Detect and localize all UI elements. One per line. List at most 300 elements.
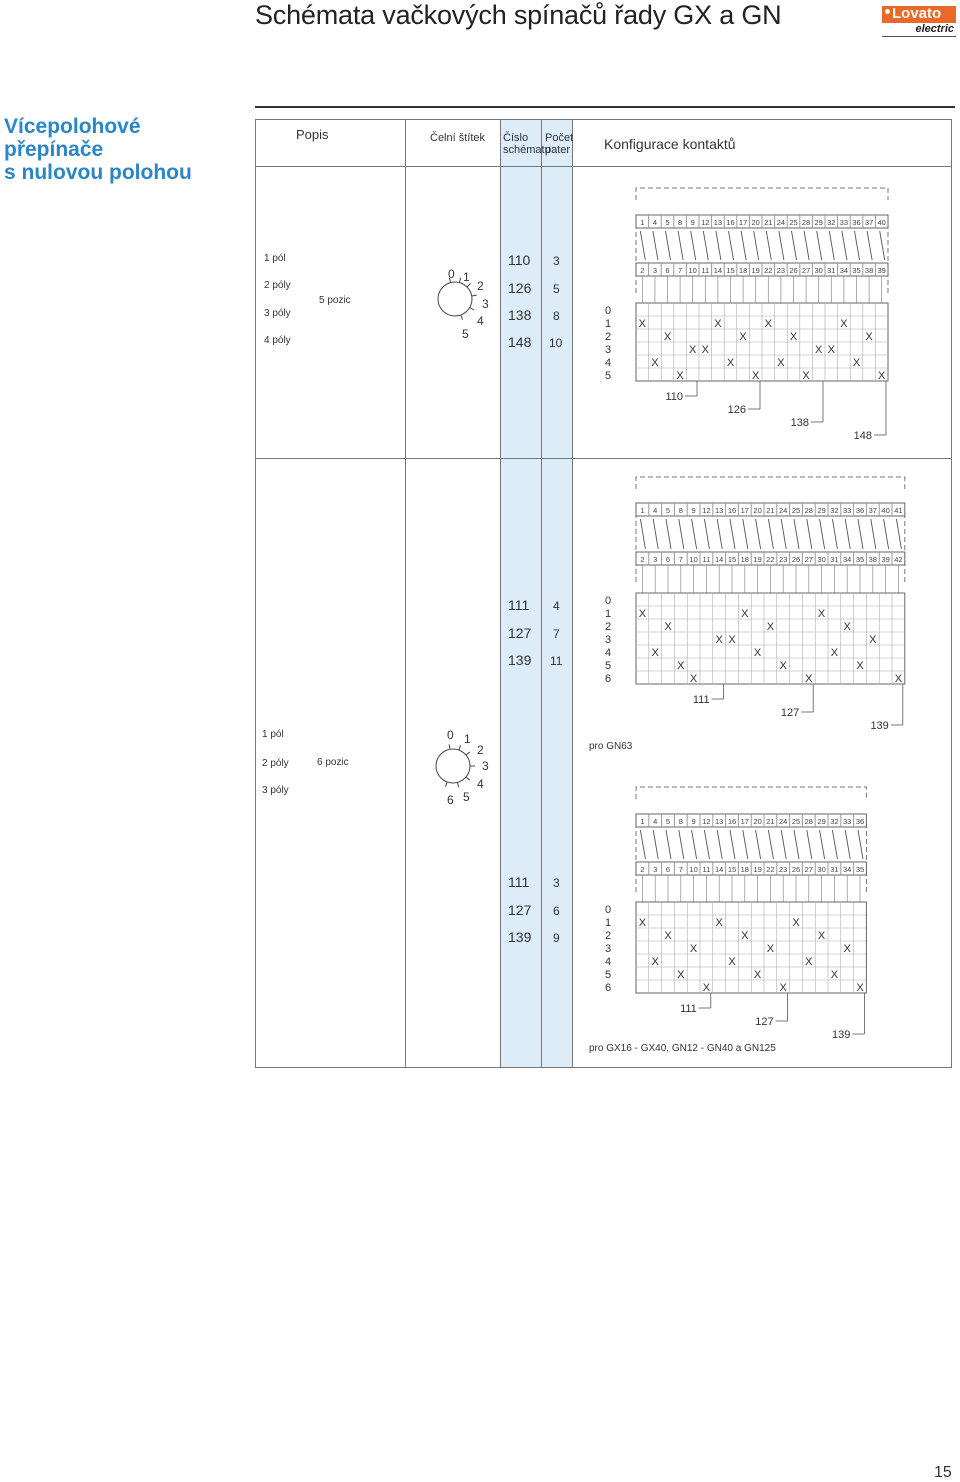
top-terminal-label: 9: [690, 218, 695, 227]
block2b-note: pro GX16 - GX40, GN12 - GN40 a GN125: [589, 1043, 776, 1054]
contact-blade: [766, 231, 771, 260]
contact-closed-mark: X: [830, 647, 839, 659]
top-terminal-label: 24: [779, 817, 788, 826]
contact-closed-mark: X: [843, 621, 851, 633]
dial-position-label: 2: [477, 279, 484, 293]
bottom-terminal-label: 19: [751, 266, 760, 275]
bottom-terminal-label: 14: [713, 266, 723, 275]
bottom-terminal-label: 27: [804, 555, 813, 564]
contact-blade: [832, 830, 837, 859]
contact-blade: [703, 231, 708, 260]
contact-closed-mark: X: [840, 318, 848, 330]
block1-pole-1: 1 pól: [264, 253, 286, 264]
top-terminal-label: 4: [653, 817, 658, 826]
block2a-pater-3: 11: [550, 654, 563, 668]
block1-pater-1: 3: [553, 254, 560, 268]
block2-pole-2: 2 póly: [262, 758, 289, 769]
contact-closed-mark: X: [777, 357, 785, 369]
contact-closed-mark: X: [702, 982, 711, 994]
bottom-terminal-label: 10: [689, 555, 698, 564]
contact-closed-mark: X: [817, 608, 826, 620]
page-title: Schémata vačkových spínačů řady GX a GN: [255, 0, 782, 30]
contact-blade: [691, 231, 696, 260]
top-terminal-label: 16: [727, 817, 737, 826]
col-header-popis: Popis: [296, 127, 329, 142]
block2b-pater-3: 9: [553, 931, 560, 945]
contact-closed-mark: X: [714, 318, 722, 330]
bottom-terminal-label: 35: [855, 555, 865, 564]
bottom-terminal-label: 7: [678, 865, 683, 874]
top-terminal-label: 20: [751, 218, 760, 227]
bottom-terminal-label: 6: [665, 266, 670, 275]
scheme-bracket-label: 148: [853, 430, 872, 442]
top-terminal-label: 21: [764, 218, 773, 227]
bottom-terminal-label: 31: [827, 266, 836, 275]
bottom-terminal-label: 39: [877, 266, 886, 275]
top-terminal-label: 17: [740, 817, 749, 826]
bottom-terminal-label: 42: [894, 555, 903, 564]
contact-closed-mark: X: [802, 370, 810, 382]
contact-closed-mark: X: [852, 357, 861, 369]
top-terminal-label: 13: [715, 506, 724, 515]
contact-blade: [640, 519, 645, 549]
top-terminal-label: 9: [691, 817, 696, 826]
section-title-line-1: Vícepolohové: [4, 115, 141, 138]
position-row-label: 5: [605, 660, 612, 672]
col-header-cislo-2: schématu: [503, 144, 551, 156]
bottom-terminal-label: 39: [881, 555, 890, 564]
top-terminal-label: 16: [726, 218, 735, 227]
contact-closed-mark: X: [663, 331, 672, 343]
contact-closed-mark: X: [792, 917, 800, 929]
contact-blade: [871, 519, 876, 549]
bottom-terminal-label: 34: [843, 555, 852, 564]
bottom-terminal-label: 23: [776, 266, 786, 275]
section-title-line-3: s nulovou polohou: [4, 161, 192, 184]
bottom-terminal-label: 30: [814, 266, 823, 275]
bottom-terminal-label: 6: [665, 555, 671, 564]
contact-blade: [653, 519, 658, 549]
position-row-label: 1: [605, 318, 612, 330]
bottom-terminal-label: 23: [779, 865, 788, 874]
contact-blade: [832, 519, 837, 549]
top-terminal-label: 20: [753, 817, 762, 826]
contact-blade: [884, 519, 889, 549]
block2-pole-1: 1 pól: [262, 729, 284, 740]
position-row-label: 2: [605, 621, 612, 633]
dial-position-label: 0: [447, 728, 454, 742]
contact-closed-mark: X: [701, 344, 709, 356]
contact-blade: [880, 231, 885, 260]
bottom-terminal-label: 7: [678, 555, 683, 564]
dial-position-label: 4: [477, 777, 484, 791]
frame-dashed: [636, 188, 888, 200]
bottom-terminal-label: 10: [688, 266, 697, 275]
contact-closed-mark: X: [766, 621, 775, 633]
bottom-terminal-label: 35: [855, 865, 865, 874]
contact-closed-mark: X: [830, 969, 839, 981]
bottom-terminal-label: 15: [727, 555, 737, 564]
block2b-pater-1: 3: [553, 876, 560, 890]
top-terminal-label: 28: [804, 817, 813, 826]
block2a-scheme-3: 139: [508, 652, 532, 668]
dial-position-label: 4: [477, 314, 484, 328]
top-terminal-label: 21: [766, 817, 775, 826]
bottom-terminal-label: 15: [726, 266, 735, 275]
top-terminal-label: 28: [804, 506, 813, 515]
position-row-label: 1: [605, 917, 612, 929]
top-terminal-label: 33: [843, 506, 852, 515]
scheme-bracket-label: 110: [665, 391, 683, 403]
contact-blade: [794, 519, 799, 549]
position-row-label: 3: [605, 943, 612, 955]
contact-blade: [730, 830, 735, 859]
position-row-label: 5: [605, 969, 612, 981]
contact-closed-mark: X: [715, 634, 723, 646]
contact-closed-mark: X: [689, 344, 697, 356]
top-terminal-label: 1: [640, 506, 645, 515]
contact-blade: [845, 519, 850, 549]
dial-position-label: 3: [482, 297, 489, 311]
dial-position-label: 0: [448, 267, 455, 281]
contact-closed-mark: X: [741, 930, 749, 942]
top-terminal-label: 36: [852, 218, 861, 227]
bottom-terminal-label: 34: [839, 266, 849, 275]
top-terminal-label: 4: [653, 506, 658, 515]
position-row-label: 4: [605, 357, 612, 369]
contact-closed-mark: X: [664, 930, 672, 942]
position-row-label: 2: [605, 331, 612, 343]
top-terminal-label: 25: [791, 506, 801, 515]
block1-pater-3: 8: [553, 309, 560, 323]
contact-blade: [794, 830, 799, 859]
contact-closed-mark: X: [878, 370, 886, 382]
bottom-terminal-label: 11: [702, 555, 711, 564]
scheme-bracket-label: 127: [755, 1016, 774, 1028]
contact-closed-mark: X: [805, 956, 813, 968]
block2a-scheme-1: 111: [508, 597, 530, 613]
block1-pole-3: 3 póly: [264, 308, 291, 319]
top-terminal-label: 1: [640, 817, 645, 826]
contact-blade: [653, 231, 658, 260]
contact-closed-mark: X: [728, 634, 736, 646]
top-terminal-label: 37: [868, 506, 877, 515]
frame-dashed: [636, 787, 866, 799]
contact-blade: [729, 231, 734, 260]
section-title-line-2: přepínače: [4, 138, 104, 161]
top-terminal-label: 36: [855, 817, 865, 826]
contact-closed-mark: X: [677, 969, 685, 981]
diagram-6-positions-gx: [605, 787, 866, 1041]
contact-closed-mark: X: [689, 673, 698, 685]
contact-closed-mark: X: [741, 608, 749, 620]
bottom-terminal-label: 34: [843, 865, 852, 874]
contact-blade: [743, 519, 748, 549]
block1-pater-4: 10: [549, 336, 563, 350]
top-terminal-label: 12: [701, 218, 710, 227]
bottom-terminal-label: 11: [702, 865, 711, 874]
top-terminal-label: 13: [715, 817, 724, 826]
contact-closed-mark: X: [789, 331, 798, 343]
contact-blade: [692, 519, 697, 549]
dial-position-label: 6: [447, 793, 454, 807]
bottom-terminal-label: 18: [740, 555, 749, 564]
block2b-scheme-3: 139: [508, 929, 532, 945]
position-row-label: 4: [605, 647, 612, 659]
contact-blade: [730, 519, 735, 549]
contact-closed-mark: X: [728, 956, 736, 968]
contact-blade: [666, 830, 671, 859]
bottom-terminal-label: 11: [701, 266, 710, 275]
bottom-terminal-label: 7: [678, 266, 683, 275]
top-terminal-label: 13: [713, 218, 723, 227]
scheme-bracket-label: 111: [692, 694, 710, 706]
contact-blade: [666, 519, 671, 549]
block2b-pater-2: 6: [553, 904, 560, 918]
top-terminal-label: 25: [789, 218, 798, 227]
col-header-celni-stitek: Čelní štítek: [430, 132, 486, 144]
contact-blade: [741, 231, 746, 260]
brand-name: Lovato: [892, 5, 942, 22]
contact-blade: [692, 830, 697, 859]
contact-blade: [754, 231, 759, 260]
block1-scheme-2: 126: [508, 280, 532, 296]
top-terminal-label: 16: [727, 506, 737, 515]
top-terminal-label: 33: [843, 817, 852, 826]
contact-blade: [842, 231, 847, 260]
contact-blade: [867, 231, 872, 260]
contact-blade: [817, 231, 822, 260]
bottom-terminal-label: 31: [830, 865, 839, 874]
col-header-pocet-1: Počet: [545, 132, 574, 144]
col-header-cislo-1: Číslo: [503, 132, 529, 144]
contact-blade: [756, 519, 761, 549]
dial-position-label: 2: [477, 743, 484, 757]
top-terminal-label: 17: [738, 218, 748, 227]
bottom-terminal-label: 18: [740, 865, 749, 874]
contact-closed-mark: X: [664, 621, 672, 633]
position-row-label: 3: [605, 344, 612, 356]
top-terminal-label: 33: [839, 218, 849, 227]
contact-blade: [640, 830, 645, 859]
top-terminal-label: 17: [740, 506, 749, 515]
block2-pole-3: 3 póly: [262, 785, 289, 796]
contact-blade: [743, 830, 748, 859]
block2-positions: 6 pozic: [317, 757, 349, 768]
block1-positions: 5 pozic: [319, 295, 351, 306]
contact-closed-mark: X: [638, 608, 647, 620]
contact-closed-mark: X: [726, 357, 735, 369]
contact-closed-mark: X: [677, 660, 685, 672]
contact-closed-mark: X: [676, 370, 684, 382]
bottom-terminal-label: 38: [868, 555, 877, 564]
position-row-label: 1: [605, 608, 612, 620]
bottom-terminal-label: 14: [715, 555, 724, 564]
top-terminal-label: 40: [881, 506, 890, 515]
col-header-pocet-2: pater: [545, 144, 571, 156]
top-terminal-label: 24: [779, 506, 788, 515]
contact-blade: [666, 231, 671, 260]
position-row-label: 2: [605, 930, 612, 942]
top-terminal-label: 29: [817, 817, 826, 826]
bottom-terminal-label: 3: [652, 266, 657, 275]
bottom-terminal-label: 14: [715, 865, 724, 874]
contact-closed-mark: X: [715, 917, 723, 929]
contact-blade: [855, 231, 860, 260]
contact-blade: [679, 830, 684, 859]
block1-pole-4: 4 póly: [264, 335, 291, 346]
contact-closed-mark: X: [638, 917, 647, 929]
position-row-label: 5: [605, 370, 612, 382]
scheme-bracket-label: 139: [832, 1029, 851, 1041]
position-row-label: 0: [605, 305, 612, 317]
top-terminal-label: 32: [827, 218, 836, 227]
bottom-terminal-label: 3: [653, 555, 658, 564]
top-terminal-label: 29: [814, 218, 823, 227]
top-terminal-label: 8: [678, 218, 683, 227]
scheme-bracket-label: 126: [727, 404, 746, 416]
position-row-label: 3: [605, 634, 612, 646]
block2b-scheme-2: 127: [508, 902, 532, 918]
contact-blade: [653, 830, 658, 859]
bottom-terminal-label: 26: [789, 266, 798, 275]
contact-closed-mark: X: [764, 318, 772, 330]
dial-position-label: 1: [464, 732, 471, 746]
contact-closed-mark: X: [689, 943, 698, 955]
contact-blade: [704, 519, 709, 549]
top-terminal-label: 32: [830, 506, 839, 515]
contact-closed-mark: X: [638, 318, 646, 330]
top-terminal-label: 5: [665, 817, 671, 826]
contact-closed-mark: X: [827, 344, 835, 356]
contact-blade: [858, 830, 863, 859]
dial-position-label: 1: [463, 270, 470, 284]
top-terminal-label: 12: [702, 817, 711, 826]
top-terminal-label: 12: [702, 506, 711, 515]
position-row-label: 6: [605, 982, 612, 994]
block2a-pater-1: 4: [553, 599, 560, 613]
top-terminal-label: 5: [665, 218, 670, 227]
contact-closed-mark: X: [843, 943, 851, 955]
contact-closed-mark: X: [856, 982, 864, 994]
contact-blade: [845, 830, 850, 859]
top-terminal-label: 36: [855, 506, 865, 515]
top-terminal-label: 21: [766, 506, 775, 515]
bottom-terminal-label: 10: [689, 865, 698, 874]
contact-closed-mark: X: [805, 673, 813, 685]
contact-blade: [679, 519, 684, 549]
contact-closed-mark: X: [753, 969, 762, 981]
top-terminal-label: 29: [817, 506, 826, 515]
contact-closed-mark: X: [869, 634, 877, 646]
bottom-terminal-label: 26: [791, 555, 801, 564]
block2a-pater-2: 7: [553, 627, 560, 641]
block2a-scheme-2: 127: [508, 625, 532, 641]
top-terminal-label: 5: [665, 506, 671, 515]
bottom-terminal-label: 22: [766, 865, 775, 874]
bottom-terminal-label: 27: [801, 266, 811, 275]
contact-blade: [829, 231, 834, 260]
bottom-terminal-label: 35: [852, 266, 861, 275]
top-terminal-label: 20: [753, 506, 762, 515]
block1-pater-2: 5: [553, 282, 560, 296]
bottom-terminal-label: 18: [738, 266, 748, 275]
top-terminal-label: 41: [894, 506, 903, 515]
contact-closed-mark: X: [766, 943, 775, 955]
block1-pole-2: 2 póly: [264, 280, 291, 291]
top-terminal-label: 40: [877, 218, 886, 227]
block2b-scheme-1: 111: [508, 874, 530, 890]
contact-closed-mark: X: [865, 331, 873, 343]
top-terminal-label: 9: [691, 506, 696, 515]
page-number: 15: [934, 1464, 952, 1481]
block1-scheme-1: 110: [508, 252, 531, 268]
bottom-terminal-label: 6: [665, 865, 671, 874]
bottom-terminal-label: 22: [764, 266, 773, 275]
bottom-terminal-label: 23: [779, 555, 788, 564]
block2a-note: pro GN63: [589, 741, 633, 752]
top-terminal-label: 32: [830, 817, 839, 826]
dial-position-label: 5: [462, 327, 469, 341]
top-terminal-label: 37: [864, 218, 874, 227]
bottom-terminal-label: 2: [640, 266, 645, 275]
contact-closed-mark: X: [753, 647, 762, 659]
top-terminal-label: 4: [652, 218, 657, 227]
contact-closed-mark: X: [815, 344, 823, 356]
contact-blade: [807, 519, 812, 549]
bottom-terminal-label: 31: [830, 555, 839, 564]
diagram-6-positions-gn63: [605, 477, 905, 732]
position-row-label: 0: [605, 904, 612, 916]
top-terminal-label: 8: [678, 817, 683, 826]
contact-blade: [717, 830, 722, 859]
contact-closed-mark: X: [739, 331, 747, 343]
contact-blade: [896, 519, 901, 549]
top-terminal-label: 1: [640, 218, 645, 227]
position-row-label: 4: [605, 956, 612, 968]
bottom-terminal-label: 19: [753, 865, 762, 874]
bottom-terminal-label: 26: [791, 865, 801, 874]
contact-blade: [640, 231, 645, 260]
contact-blade: [781, 519, 786, 549]
contact-closed-mark: X: [752, 370, 760, 382]
contact-blade: [792, 231, 797, 260]
bottom-terminal-label: 30: [817, 865, 826, 874]
top-terminal-label: 25: [791, 817, 801, 826]
contact-blade: [704, 830, 709, 859]
bottom-terminal-label: 38: [864, 266, 874, 275]
block1-scheme-3: 138: [508, 307, 532, 323]
top-terminal-label: 8: [678, 506, 683, 515]
bottom-terminal-label: 15: [727, 865, 737, 874]
contact-closed-mark: X: [651, 357, 659, 369]
bottom-terminal-label: 19: [753, 555, 762, 564]
col-header-konfigurace: Konfigurace kontaktů: [604, 136, 736, 152]
contact-closed-mark: X: [779, 982, 787, 994]
diagram-5-positions: [605, 188, 888, 442]
dial-position-label: 5: [463, 790, 470, 804]
contact-blade: [768, 830, 773, 859]
contact-blade: [858, 519, 863, 549]
contact-closed-mark: X: [894, 673, 903, 685]
bottom-terminal-label: 30: [817, 555, 826, 564]
contact-blade: [820, 830, 825, 859]
bottom-terminal-label: 2: [640, 555, 645, 564]
position-row-label: 6: [605, 673, 612, 685]
position-row-label: 0: [605, 595, 612, 607]
bottom-terminal-label: 3: [653, 865, 658, 874]
contact-closed-mark: X: [817, 930, 826, 942]
